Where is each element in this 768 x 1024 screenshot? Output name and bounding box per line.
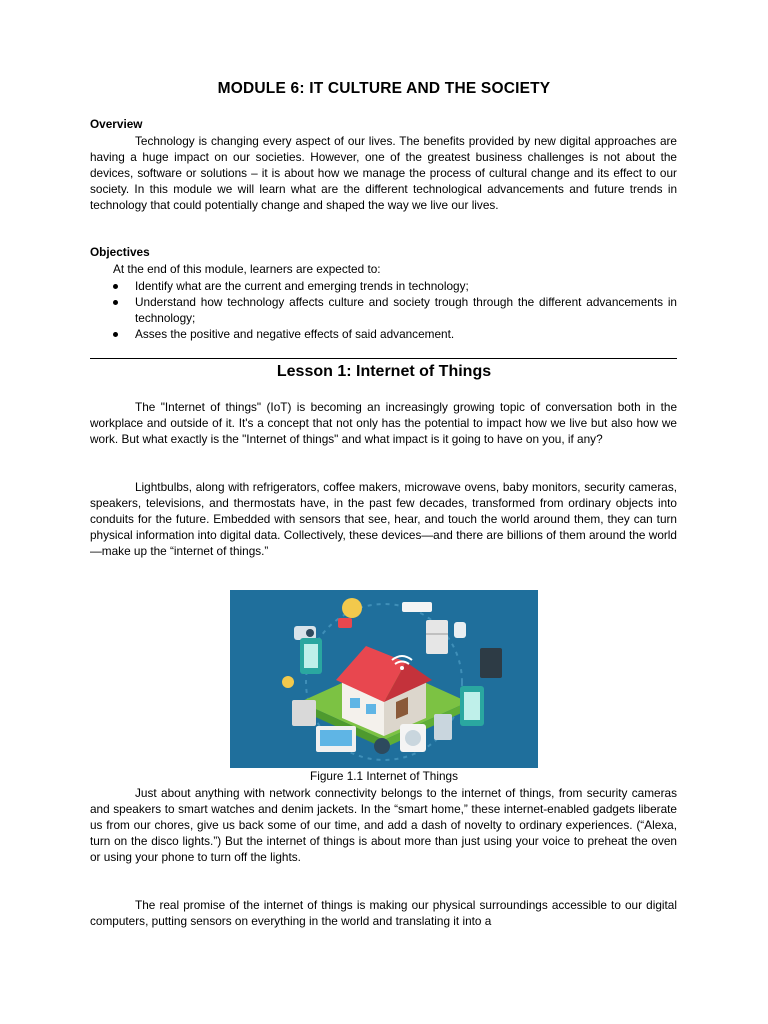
objective-item: Understand how technology affects culture and society trough through the different advancements in technology; bbox=[113, 294, 677, 326]
lesson-paragraph-4: The real promise of the internet of things is making our physical surroundings accessible to our digital computers, putting sensors on everything in the world and translating it into a bbox=[90, 898, 677, 928]
lesson-paragraph-1: The "Internet of things" (IoT) is becoming an increasingly growing topic of conversation both in the workplace and outside of it. It's a concept that not only has the potential to impact how we live but also how we work. But what exactly is the "Internet of things" and what impact is it going to have on you, if any? bbox=[90, 400, 677, 446]
lesson-paragraph-2: Lightbulbs, along with refrigerators, coffee makers, microwave ovens, baby monitors, security cameras, speakers, televisions, and thermostats have, in the past few decades, transformed from ordinary objects into conduits for the future. Embedded with sensors that see, hear, and touch the world around them, they can turn physical information into digital data. Collectively, these devices—and there are billions of them around the world—make up the “internet of things.” bbox=[90, 480, 677, 558]
objectives-intro: At the end of this module, learners are expected to: bbox=[113, 262, 381, 276]
figure-caption: Figure 1.1 Internet of Things bbox=[310, 769, 458, 783]
lesson-paragraph-3: Just about anything with network connectivity belongs to the internet of things, from security cameras and speakers to smart watches and denim jackets. In the “smart home,” these internet-enabled gadgets liberate us from our chores, give us back some of our time, and add a dash of novelty to ordinary experiences. (“Alexa, turn on the disco lights.”) But the internet of things is about more than just using your voice to preheat the oven or using your phone to turn off the lights. bbox=[90, 786, 677, 864]
bullet-icon bbox=[113, 284, 118, 289]
objectives-heading: Objectives bbox=[90, 245, 150, 259]
objective-item: Asses the positive and negative effects of said advancement. bbox=[113, 326, 677, 342]
overview-paragraph bbox=[90, 133, 677, 213]
bullet-icon bbox=[113, 300, 118, 305]
lesson-title: Lesson 1: Internet of Things bbox=[276, 363, 492, 380]
section-divider bbox=[90, 358, 677, 359]
overview-text: Technology is changing every aspect of our lives. The benefits provided by new digital approaches are having a huge impact on our societies. However, one of the greatest business challenges is not about the devices, software or solutions – it is about how we manage the process of cultural change and its effect to our society. In this module we will learn what are the different technological advancements and future trends in technology that could potentially change and shaped the way we live our lives. bbox=[90, 134, 677, 212]
smart-home-icon bbox=[230, 590, 538, 768]
iot-illustration bbox=[230, 590, 538, 768]
module-title: MODULE 6: IT CULTURE AND THE SOCIETY bbox=[217, 80, 551, 97]
bullet-icon bbox=[113, 332, 118, 337]
objectives-list bbox=[113, 278, 677, 342]
overview-heading: Overview bbox=[90, 117, 143, 131]
objective-item: Identify what are the current and emerging trends in technology; bbox=[113, 278, 677, 294]
